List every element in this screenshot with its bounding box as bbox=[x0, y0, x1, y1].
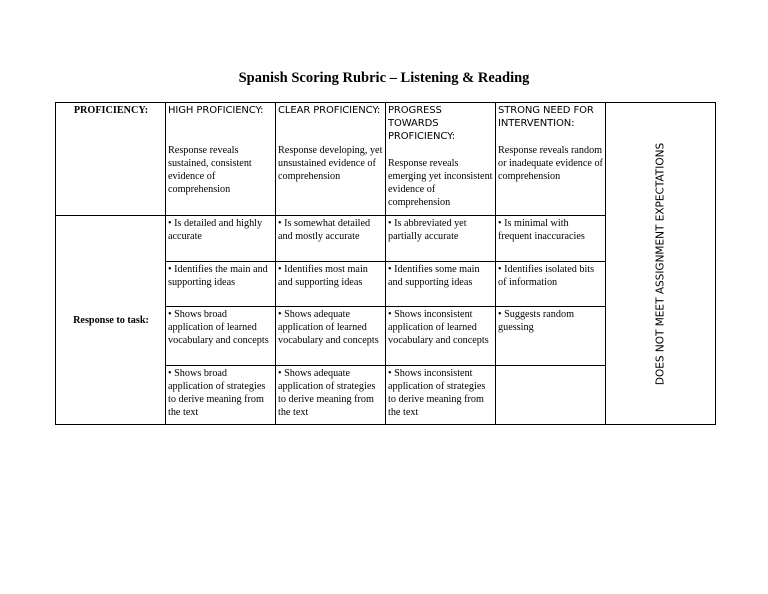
criteria-cell: • Identifies isolated bits of information bbox=[496, 262, 606, 307]
criteria-cell: • Identifies most main and supporting ideas bbox=[276, 262, 386, 307]
criteria-cell bbox=[496, 366, 606, 425]
level-name: STRONG NEED FOR INTERVENTION: bbox=[498, 105, 594, 129]
criteria-cell: • Identifies the main and supporting ideas bbox=[166, 262, 276, 307]
does-not-meet-column bbox=[606, 103, 716, 425]
document-title: Spanish Scoring Rubric – Listening & Reading bbox=[238, 70, 530, 86]
criteria-cell: • Shows broad application of learned vocabulary and concepts bbox=[166, 307, 276, 366]
response-to-task-label: Response to task: bbox=[56, 216, 166, 425]
rubric-header-row bbox=[56, 103, 716, 216]
does-not-meet-label: DOES NOT MEET ASSIGNMENT EXPECTATIONS bbox=[654, 142, 666, 385]
scoring-rubric-table bbox=[55, 102, 716, 425]
criteria-cell: • Shows broad application of strategies to derive meaning from the text bbox=[166, 366, 276, 425]
level-description: Response reveals random or inadequate evidence of comprehension bbox=[498, 145, 603, 182]
proficiency-label: PROFICIENCY: bbox=[56, 103, 166, 216]
level-name: HIGH PROFICIENCY: bbox=[168, 105, 264, 116]
level-name: PROGRESS TOWARDS PROFICIENCY: bbox=[388, 105, 456, 142]
criteria-cell: • Is minimal with frequent inaccuracies bbox=[496, 216, 606, 262]
level-description: Response reveals emerging yet inconsistent evidence of comprehension bbox=[388, 158, 493, 208]
level-cell-progress bbox=[386, 103, 496, 216]
level-name: CLEAR PROFICIENCY: bbox=[278, 105, 381, 116]
level-cell-high bbox=[166, 103, 276, 216]
criteria-cell: • Suggests random guessing bbox=[496, 307, 606, 366]
level-description: Response developing, yet unsustained evidence of comprehension bbox=[278, 145, 383, 182]
criteria-cell: • Is somewhat detailed and mostly accurate bbox=[276, 216, 386, 262]
level-cell-clear bbox=[276, 103, 386, 216]
criteria-cell: • Shows inconsistent application of learned vocabulary and concepts bbox=[386, 307, 496, 366]
criteria-cell: • Shows inconsistent application of strategies to derive meaning from the text bbox=[386, 366, 496, 425]
criteria-cell: • Shows adequate application of learned vocabulary and concepts bbox=[276, 307, 386, 366]
criteria-cell: • Identifies some main and supporting ideas bbox=[386, 262, 496, 307]
criteria-cell: • Shows adequate application of strategies to derive meaning from the text bbox=[276, 366, 386, 425]
criteria-cell: • Is detailed and highly accurate bbox=[166, 216, 276, 262]
level-description: Response reveals sustained, consistent evidence of comprehension bbox=[168, 145, 252, 195]
level-cell-intervention bbox=[496, 103, 606, 216]
criteria-cell: • Is abbreviated yet partially accurate bbox=[386, 216, 496, 262]
